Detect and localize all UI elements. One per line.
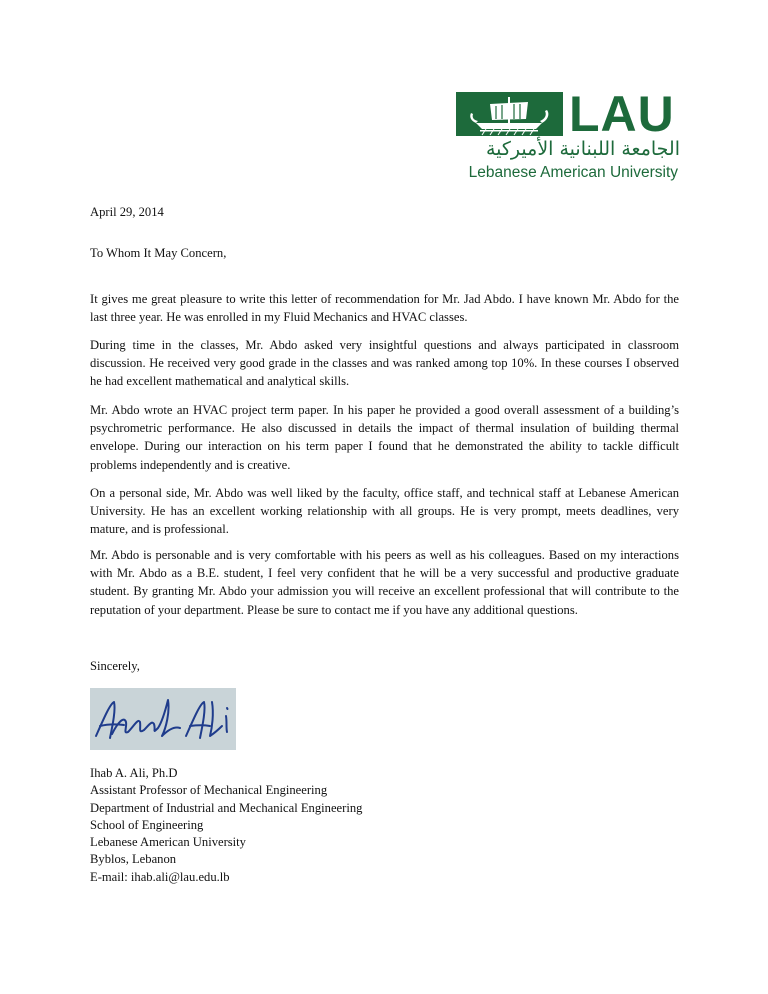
ship-emblem-icon bbox=[456, 92, 563, 136]
salutation: To Whom It May Concern, bbox=[90, 246, 227, 260]
lau-logo bbox=[456, 86, 680, 182]
logo-english-name: Lebanese American University bbox=[468, 164, 678, 181]
signatory-university: Lebanese American University bbox=[90, 835, 246, 850]
signatory-title: Assistant Professor of Mechanical Engineering bbox=[90, 783, 328, 798]
signatory-name: Ihab A. Ali, Ph.D bbox=[90, 766, 178, 780]
signatory-email: E-mail: ihab.ali@lau.edu.lb bbox=[90, 869, 230, 884]
paragraph-personal: On a personal side, Mr. Abdo was well liked by the faculty, office staff, and technical staff at Lebanese American University. He has an excellent working relationship with all groups. He is very prompt, meets deadlines, very mature, and is professional. bbox=[90, 486, 679, 537]
signatory-department: Department of Industrial and Mechanical Engineering bbox=[90, 800, 363, 815]
letter-date: April 29, 2014 bbox=[90, 205, 164, 219]
paragraph-term-paper: Mr. Abdo wrote an HVAC project term paper. In his paper he provided a good overall assessment of a building’s psychrometric performance. He also discussed in details the impact of thermal insulation of building thermal envelope. During our interaction on his term paper I found that he demonstrated the ability to tackle difficult problems independently and is creative. bbox=[90, 403, 679, 472]
paragraph-classes: During time in the classes, Mr. Abdo asked very insightful questions and always participated in classroom discussion. He received very good grade in the classes and was ranked among top 10%. In these courses I observed he had excellent mathematical and analytical skills. bbox=[90, 338, 679, 389]
logo-wordmark: LAU bbox=[569, 86, 675, 142]
handwritten-signature bbox=[90, 688, 236, 750]
closing: Sincerely, bbox=[90, 659, 140, 673]
signature-block bbox=[90, 765, 490, 886]
paragraph-conclusion: Mr. Abdo is personable and is very comfortable with his peers as well as his colleagues. Based on my interactions with Mr. Abdo as a B.E. student, I feel very confident that he will be a very successful and productive graduate student. By granting Mr. Abdo your admission you will receive an excellent professional that will contribute to the reputation of your department. Please be sure to contact me if you have any additional questions. bbox=[90, 548, 679, 617]
signatory-school: School of Engineering bbox=[90, 817, 204, 832]
signatory-location: Byblos, Lebanon bbox=[90, 852, 177, 867]
logo-arabic-name: الجامعة اللبنانية الأميركية bbox=[485, 138, 680, 160]
paragraph-introduction: It gives me great pleasure to write this letter of recommendation for Mr. Jad Abdo. I have known Mr. Abdo for the last three year. He was enrolled in my Fluid Mechanics and HVAC classes. bbox=[90, 292, 679, 325]
